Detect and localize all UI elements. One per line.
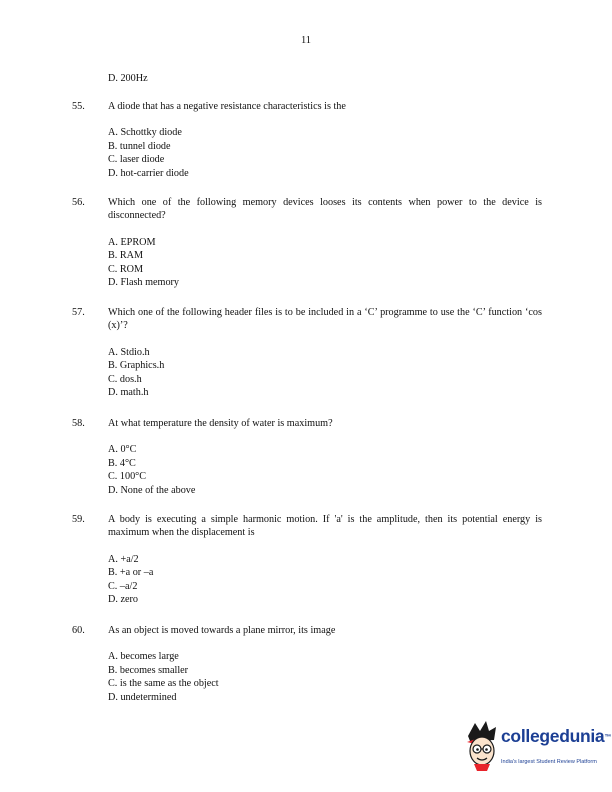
option: D. None of the above xyxy=(108,484,196,496)
logo-tagline: India's largest Student Review Platform xyxy=(501,759,597,765)
option: C. ROM xyxy=(108,263,144,275)
page-number: 11 xyxy=(300,35,312,46)
option: C. laser diode xyxy=(108,154,165,166)
mascot-icon xyxy=(465,720,499,772)
option: C. is the same as the object xyxy=(108,678,219,690)
option-list xyxy=(108,443,542,497)
question-60 xyxy=(72,624,542,704)
option-list xyxy=(108,346,542,400)
collegedunia-logo[interactable] xyxy=(461,718,612,776)
question-57 xyxy=(72,306,542,399)
option: A. becomes large xyxy=(108,651,179,663)
option-list xyxy=(108,236,542,290)
option: B. 4°C xyxy=(108,457,136,469)
question-56 xyxy=(72,196,542,289)
option: A. Stdio.h xyxy=(108,346,150,358)
question-number: 55. xyxy=(72,101,85,112)
option-list xyxy=(108,126,542,180)
question-number: 56. xyxy=(72,197,85,208)
option: C. –a/2 xyxy=(108,580,138,592)
question-number: 60. xyxy=(72,625,85,636)
option: B. Graphics.h xyxy=(108,360,165,372)
trademark-mark: ™ xyxy=(604,734,612,741)
question-text: As an object is moved towards a plane mirror, its image xyxy=(108,625,336,636)
question-58 xyxy=(72,417,542,497)
option: C. 100°C xyxy=(108,471,147,483)
question-text: Which one of the following memory devices looses its contents when power to the device is disconnected? xyxy=(108,197,542,222)
option: A. 0°C xyxy=(108,444,137,456)
option: D. undetermined xyxy=(108,691,177,703)
option: C. dos.h xyxy=(108,373,142,385)
question-text: At what temperature the density of water is maximum? xyxy=(108,418,333,429)
question-number: 58. xyxy=(72,418,85,429)
option-list xyxy=(108,650,542,704)
option: D. zero xyxy=(108,594,138,606)
option: A. +a/2 xyxy=(108,553,139,565)
carry-over-option: D. 200Hz xyxy=(108,73,148,84)
option: B. tunnel diode xyxy=(108,140,171,152)
option: A. Schottky diode xyxy=(108,127,182,139)
question-59 xyxy=(72,513,542,606)
logo-name: collegedunia xyxy=(501,726,605,746)
option: D. math.h xyxy=(108,387,149,399)
question-number: 57. xyxy=(72,307,85,318)
question-text: A diode that has a negative resistance characteristics is the xyxy=(108,101,346,112)
logo-wordmark xyxy=(501,726,612,746)
option: B. becomes smaller xyxy=(108,664,189,676)
question-text: Which one of the following header files is to be included in a ‘C’ programme to use the ‘C’ function ‘cos (x)’? xyxy=(108,307,542,332)
option: D. hot-carrier diode xyxy=(108,167,189,179)
question-number: 59. xyxy=(72,514,85,525)
option: B. RAM xyxy=(108,250,144,262)
option: D. Flash memory xyxy=(108,277,180,289)
question-55 xyxy=(72,100,542,180)
question-text: A body is executing a simple harmonic motion. If 'a' is the amplitude, then its potential energy is maximum when the displacement is xyxy=(108,514,542,539)
option: A. EPROM xyxy=(108,236,156,248)
option-list xyxy=(108,553,542,607)
option: B. +a or –a xyxy=(108,567,154,579)
